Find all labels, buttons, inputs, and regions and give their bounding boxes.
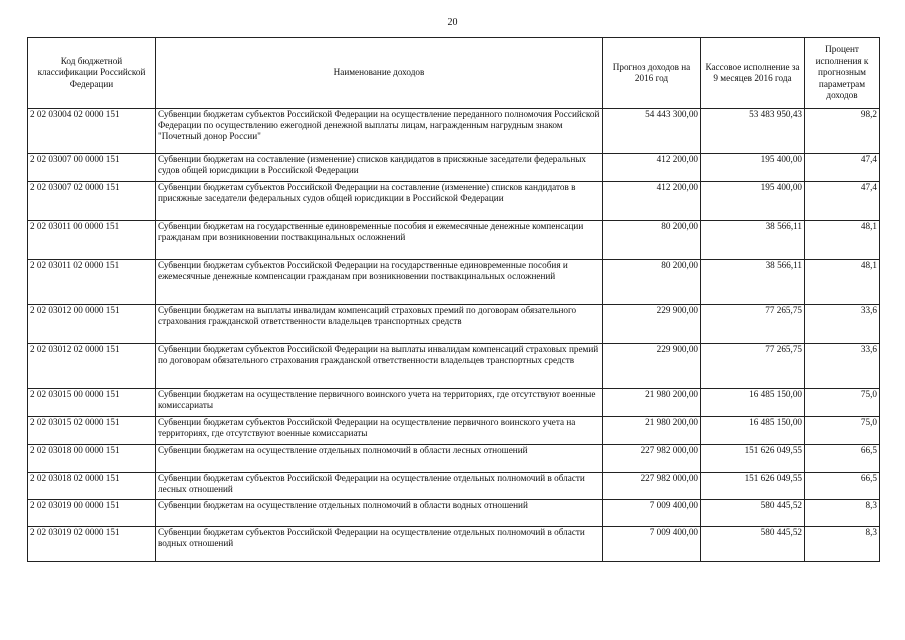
forecast-value: 54 443 300,00 [603, 109, 701, 154]
percent-value: 75,0 [805, 417, 880, 445]
revenue-name: Субвенции бюджетам на осуществление отдельных полномочий в области водных отношений [156, 500, 603, 527]
budget-code: 2 02 03011 00 0000 151 [28, 221, 156, 260]
forecast-value: 7 009 400,00 [603, 527, 701, 562]
forecast-value: 229 900,00 [603, 344, 701, 389]
forecast-value: 21 980 200,00 [603, 417, 701, 445]
table-row [28, 305, 880, 344]
percent-value: 75,0 [805, 389, 880, 417]
column-header-code: Код бюджетной классификации Российской Федерации [28, 38, 156, 109]
budget-code: 2 02 03004 02 0000 151 [28, 109, 156, 154]
cash-value: 77 265,75 [701, 344, 805, 389]
budget-code: 2 02 03007 00 0000 151 [28, 154, 156, 182]
revenue-name: Субвенции бюджетам субъектов Российской Федерации на осуществление отдельных полномочий в области водных отношений [156, 527, 603, 562]
table-row [28, 527, 880, 562]
revenue-name: Субвенции бюджетам субъектов Российской Федерации на составление (изменение) списков кандидатов в присяжные заседатели федеральных судов общей юрисдикции в Российской Федерации [156, 182, 603, 221]
percent-value: 47,4 [805, 182, 880, 221]
percent-value: 66,5 [805, 445, 880, 473]
cash-value: 195 400,00 [701, 154, 805, 182]
forecast-value: 227 982 000,00 [603, 445, 701, 473]
revenue-name: Субвенции бюджетам на выплаты инвалидам компенсаций страховых премий по договорам обязательного страхования гражданской ответственности владельцев транспортных средств [156, 305, 603, 344]
percent-value: 66,5 [805, 473, 880, 500]
percent-value: 8,3 [805, 527, 880, 562]
forecast-value: 227 982 000,00 [603, 473, 701, 500]
cash-value: 77 265,75 [701, 305, 805, 344]
column-header-percent: Процент исполнения к прогнозным параметрам доходов [805, 38, 880, 109]
budget-code: 2 02 03018 02 0000 151 [28, 473, 156, 500]
revenue-table [27, 37, 880, 562]
percent-value: 33,6 [805, 305, 880, 344]
percent-value: 48,1 [805, 260, 880, 305]
cash-value: 16 485 150,00 [701, 389, 805, 417]
table-row [28, 417, 880, 445]
table-header-row [28, 38, 880, 109]
budget-code: 2 02 03015 02 0000 151 [28, 417, 156, 445]
cash-value: 38 566,11 [701, 260, 805, 305]
column-header-cash: Кассовое исполнение за 9 месяцев 2016 года [701, 38, 805, 109]
revenue-name: Субвенции бюджетам субъектов Российской Федерации на осуществление отдельных полномочий в области лесных отношений [156, 473, 603, 500]
budget-code: 2 02 03012 02 0000 151 [28, 344, 156, 389]
cash-value: 580 445,52 [701, 500, 805, 527]
percent-value: 47,4 [805, 154, 880, 182]
percent-value: 48,1 [805, 221, 880, 260]
revenue-name: Субвенции бюджетам субъектов Российской Федерации на осуществление переданного полномочия Российской Федерации по осуществлению ежегодной денежной выплаты лицам, награжденным нагрудным знаком "Почетный донор России" [156, 109, 603, 154]
cash-value: 580 445,52 [701, 527, 805, 562]
cash-value: 16 485 150,00 [701, 417, 805, 445]
table-row [28, 445, 880, 473]
revenue-name: Субвенции бюджетам субъектов Российской Федерации на государственные единовременные пособия и ежемесячные денежные компенсации гражданам при возникновении поствакцинальных осложнений [156, 260, 603, 305]
column-header-name: Наименование доходов [156, 38, 603, 109]
cash-value: 151 626 049,55 [701, 473, 805, 500]
forecast-value: 229 900,00 [603, 305, 701, 344]
forecast-value: 7 009 400,00 [603, 500, 701, 527]
budget-code: 2 02 03012 00 0000 151 [28, 305, 156, 344]
table-row [28, 473, 880, 500]
revenue-name: Субвенции бюджетам субъектов Российской Федерации на выплаты инвалидам компенсаций страховых премий по договорам обязательного страхования гражданской ответственности владельцев транспортных средств [156, 344, 603, 389]
budget-code: 2 02 03011 02 0000 151 [28, 260, 156, 305]
revenue-name: Субвенции бюджетам на осуществление первичного воинского учета на территориях, где отсутствуют военные комиссариаты [156, 389, 603, 417]
forecast-value: 21 980 200,00 [603, 389, 701, 417]
revenue-name: Субвенции бюджетам на государственные единовременные пособия и ежемесячные денежные компенсации гражданам при возникновении поствакцинальных осложнений [156, 221, 603, 260]
budget-code: 2 02 03019 00 0000 151 [28, 500, 156, 527]
percent-value: 98,2 [805, 109, 880, 154]
budget-code: 2 02 03007 02 0000 151 [28, 182, 156, 221]
table-row [28, 182, 880, 221]
revenue-name: Субвенции бюджетам на составление (изменение) списков кандидатов в присяжные заседатели федеральных судов общей юрисдикции в Российской Федерации [156, 154, 603, 182]
column-header-forecast: Прогноз доходов на 2016 год [603, 38, 701, 109]
table-row [28, 260, 880, 305]
table-row [28, 344, 880, 389]
percent-value: 33,6 [805, 344, 880, 389]
cash-value: 53 483 950,43 [701, 109, 805, 154]
table-row [28, 500, 880, 527]
forecast-value: 80 200,00 [603, 260, 701, 305]
budget-code: 2 02 03019 02 0000 151 [28, 527, 156, 562]
revenue-name: Субвенции бюджетам субъектов Российской Федерации на осуществление первичного воинского учета на территориях, где отсутствуют военные комиссариаты [156, 417, 603, 445]
table-row [28, 221, 880, 260]
table-row [28, 109, 880, 154]
forecast-value: 412 200,00 [603, 182, 701, 221]
page-number: 20 [447, 17, 458, 28]
budget-code: 2 02 03015 00 0000 151 [28, 389, 156, 417]
forecast-value: 412 200,00 [603, 154, 701, 182]
table-row [28, 154, 880, 182]
percent-value: 8,3 [805, 500, 880, 527]
cash-value: 38 566,11 [701, 221, 805, 260]
forecast-value: 80 200,00 [603, 221, 701, 260]
cash-value: 195 400,00 [701, 182, 805, 221]
revenue-name: Субвенции бюджетам на осуществление отдельных полномочий в области лесных отношений [156, 445, 603, 473]
table-row [28, 389, 880, 417]
cash-value: 151 626 049,55 [701, 445, 805, 473]
budget-code: 2 02 03018 00 0000 151 [28, 445, 156, 473]
